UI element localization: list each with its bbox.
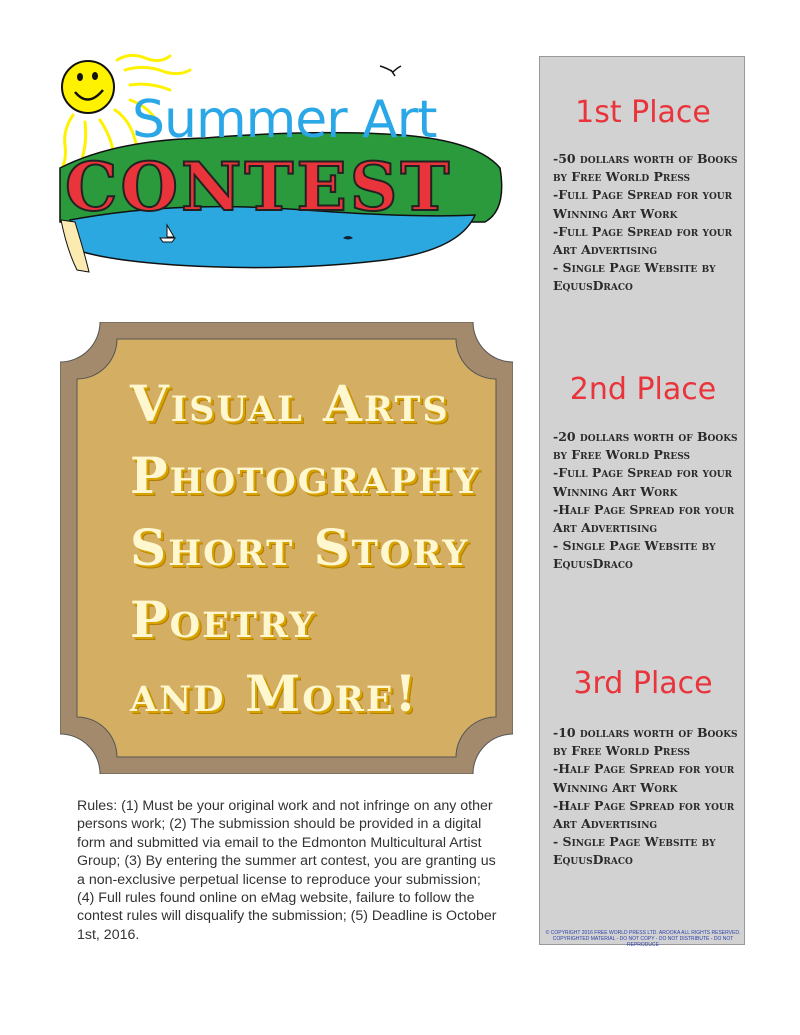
prize-item: -50 dollars worth of Books by Free World Press	[553, 151, 738, 185]
first-place-title: 1st Place	[575, 95, 711, 130]
second-place-prizes	[553, 428, 743, 574]
logo-contest-word: CONTEST	[65, 148, 453, 226]
prize-item: -Half Page Spread for your Art Advertising	[553, 501, 735, 536]
category-photography: Photography	[130, 446, 481, 505]
contest-rules: Rules: (1) Must be your original work and not infringe on any other persons work; (2) The submission should be provided in a digital form and submitted via email to the Edmonton Multicultural Artist Group; (3) By entering the summer art contest, you are granting us a non-exclusive perpetual license to reproduce your submission; (4) Full rules found online on eMag website, failure to follow the contest rules will disqualify the submission; (5) Deadline is October 1st, 2016.	[77, 798, 497, 943]
second-place-title: 2nd Place	[569, 372, 717, 407]
prize-item: - Single Page Website by EquusDraco	[553, 260, 716, 294]
prize-item: -Full Page Spread for your Art Advertising	[553, 223, 733, 258]
contest-logo	[55, 50, 515, 275]
first-place-prizes	[553, 150, 743, 296]
category-plaque	[60, 322, 513, 774]
copyright-line: © COPYRIGHT 2016 FREE WORLD PRESS LTD. AROOKA ALL RIGHTS RESERVED.	[545, 930, 741, 936]
prize-item: -Half Page Spread for your Art Advertising	[553, 797, 735, 832]
third-place-prizes	[553, 724, 743, 870]
prize-item: -Full Page Spread for your Winning Art Work	[553, 465, 733, 499]
category-visual-arts: Visual Arts	[130, 374, 450, 433]
bird-icon	[380, 66, 401, 76]
prize-item: -Full Page Spread for your Winning Art Work	[553, 187, 733, 221]
prize-item: -10 dollars worth of Books by Free World Press	[553, 725, 738, 759]
logo-title: Summer Art	[132, 90, 437, 150]
prize-item: - Single Page Website by EquusDraco	[553, 834, 716, 868]
category-short-story: Short Story	[130, 518, 470, 577]
category-poetry: Poetry	[130, 590, 316, 649]
copyright-warning: COPYRIGHTED MATERIAL - DO NOT COPY - DO NOT DISTRIBUTE - DO NOT REPRODUCE	[552, 936, 734, 948]
copyright-notice	[540, 930, 746, 948]
third-place-title: 3rd Place	[573, 666, 713, 701]
category-and-more: and More!	[130, 664, 419, 723]
sun-icon	[62, 61, 114, 113]
prizes-sidebar	[539, 56, 745, 948]
prize-item: -Half Page Spread for your Winning Art Work	[553, 761, 735, 795]
prize-item: - Single Page Website by EquusDraco	[553, 538, 716, 572]
prize-item: -20 dollars worth of Books by Free World Press	[553, 429, 738, 463]
